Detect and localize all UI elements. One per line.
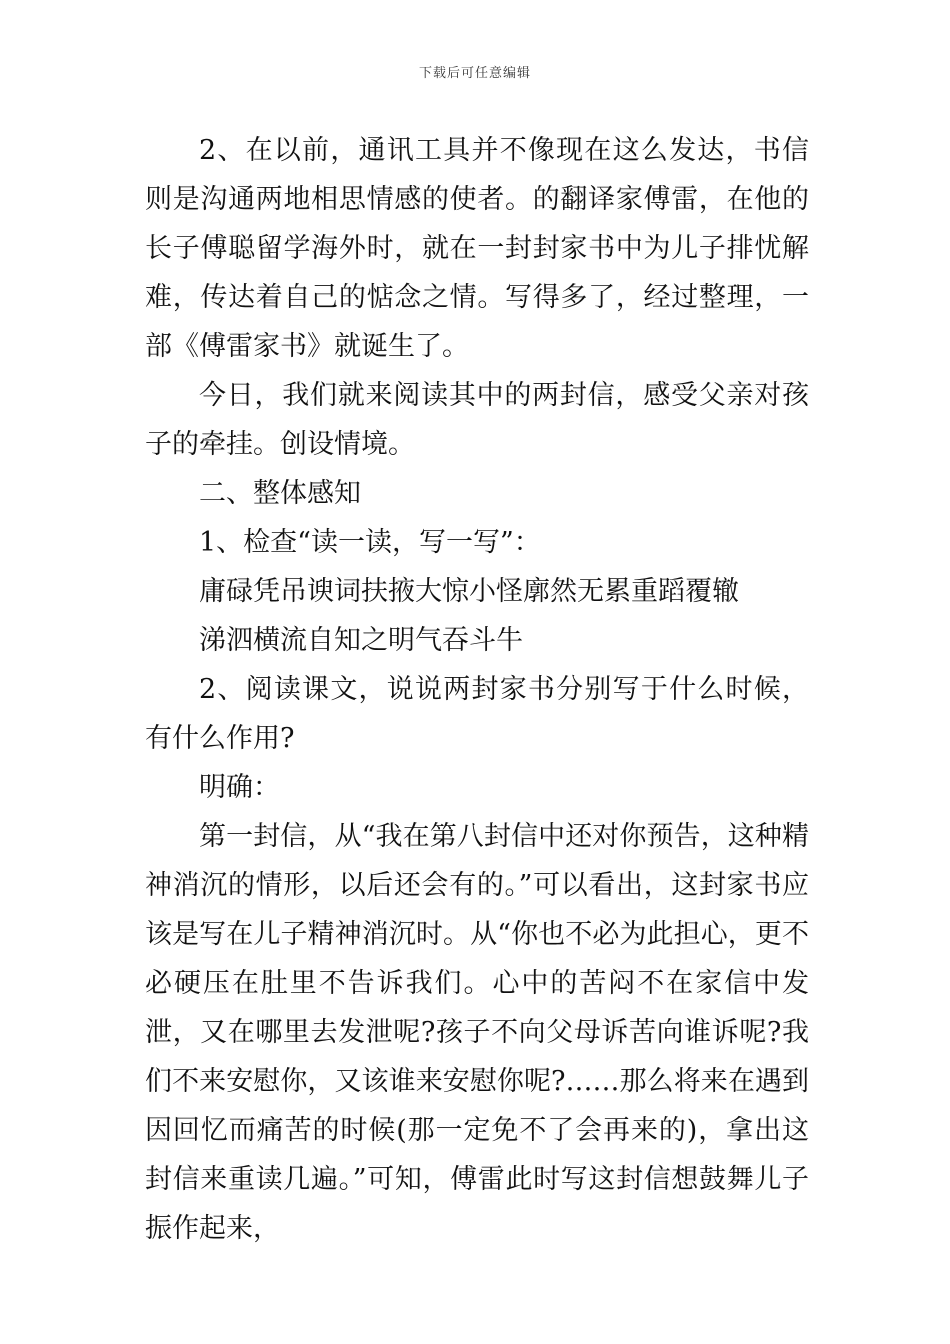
paragraph-today: 今日，我们就来阅读其中的两封信，感受父亲对孩子的牵挂。创设情境。 [145, 380, 809, 460]
paragraph-first-letter: 第一封信，从“我在第八封信中还对你预告，这种精神消沉的情形，以后还会有的。”可以看出，这封家书应该是写在儿子精神消沉时。从“你也不必为此担心，更不必硬压在肚里不告诉我们。心中的苦闷不在家信中发泄，又在哪里去发泄呢?孩子不向父母诉苦向谁诉呢?我们不来安慰你，又该谁来安慰你呢?……那么将来在遇到因回忆而痛苦的时候(那一定免不了会再来的)，拿出这封信来重读几遍。”可知，傅雷此时写这封信想鼓舞儿子振作起来， [145, 821, 809, 1244]
paragraph-intro: 2、在以前，通讯工具并不像现在这么发达，书信则是沟通两地相思情感的使者。的翻译家傅雷，在他的长子傅聪留学海外时，就在一封封家书中为儿子排忧解难，传达着自己的惦念之情。写得多了，经过整理，一部《傅雷家书》就诞生了。 [145, 135, 809, 362]
paragraph-question: 2、阅读课文，说说两封家书分别写于什么时候，有什么作用? [145, 674, 809, 754]
section-heading: 二、整体感知 [199, 478, 361, 509]
page-header: 下载后可任意编辑 [418, 66, 531, 81]
paragraph-check: 1、检查“读一读，写一写”： [199, 527, 541, 558]
vocabulary-line-1: 庸碌凭吊谀词扶掖大惊小怪廓然无累重蹈覆辙 [199, 576, 739, 607]
vocabulary-line-2: 涕泗横流自知之明气吞斗牛 [199, 625, 523, 656]
document-body [145, 126, 809, 1253]
paragraph-answer-label: 明确： [199, 772, 280, 803]
